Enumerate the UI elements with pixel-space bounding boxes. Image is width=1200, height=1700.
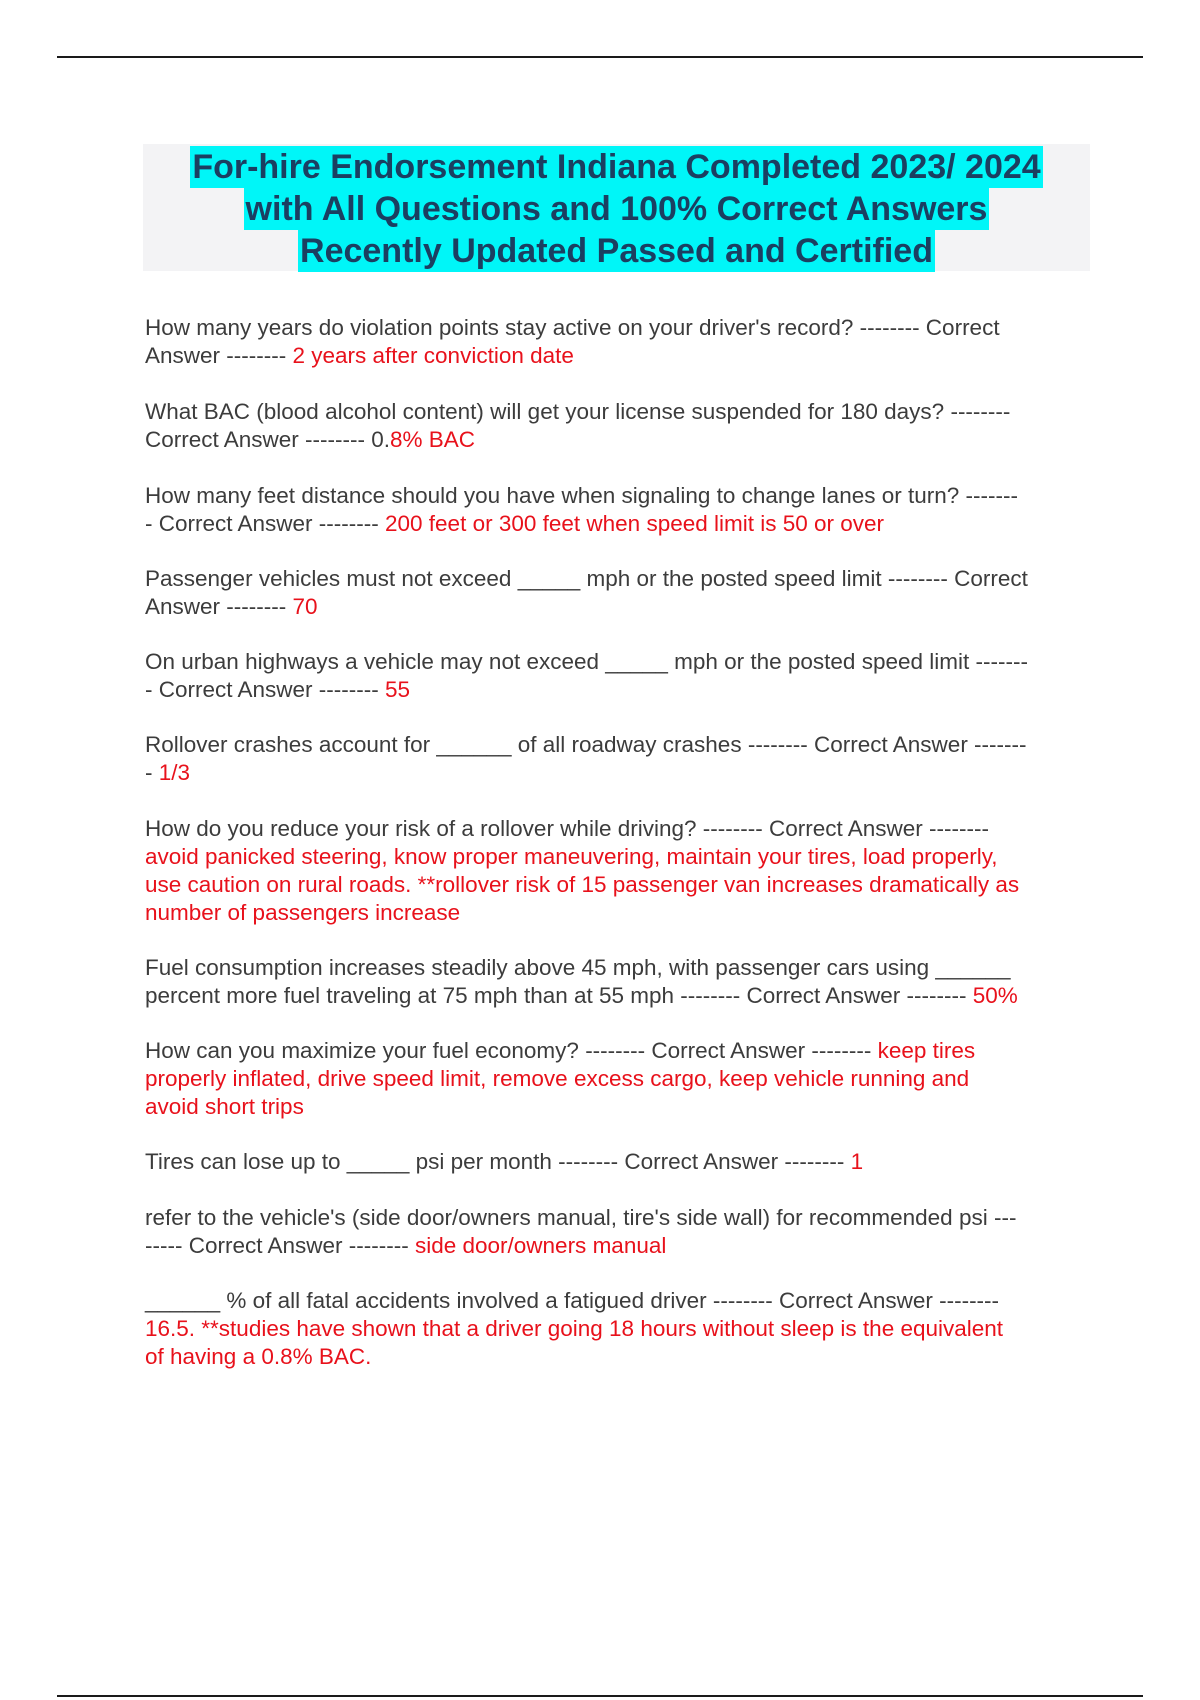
question-text: - Correct Answer -------- bbox=[145, 677, 385, 702]
question-text: ----- Correct Answer -------- bbox=[145, 1233, 415, 1258]
qa-item-passenger-speed bbox=[145, 565, 1090, 621]
title-line-3: Recently Updated Passed and Certified bbox=[300, 232, 933, 270]
bottom-rule bbox=[57, 1695, 1143, 1697]
question-text: ______ % of all fatal accidents involved a fatigued driver -------- Correct Answer -------- bbox=[145, 1288, 1000, 1313]
question-text: Tires can lose up to _____ psi per month -------- Correct Answer -------- bbox=[145, 1149, 851, 1174]
question-text: Answer -------- bbox=[145, 594, 293, 619]
question-text: Fuel consumption increases steadily above 45 mph, with passenger cars using ______ bbox=[145, 955, 1011, 980]
answer-text: 200 feet or 300 feet when speed limit is 50 or over bbox=[385, 511, 885, 536]
qa-item-rollover-share bbox=[145, 731, 1090, 787]
question-text: Rollover crashes account for ______ of all roadway crashes -------- Correct Answer ------- bbox=[145, 732, 1027, 757]
question-text: How can you maximize your fuel economy? -------- Correct Answer -------- bbox=[145, 1038, 878, 1063]
qa-item-bac-suspension bbox=[145, 398, 1090, 454]
answer-text: 1/3 bbox=[158, 760, 191, 785]
answer-text: keep tires bbox=[877, 1038, 976, 1063]
answer-text: 8% BAC bbox=[390, 427, 476, 452]
answer-text: 16.5. **studies have shown that a driver going 18 hours without sleep is the equivalent bbox=[145, 1316, 1004, 1341]
answer-text: 2 years after conviction date bbox=[292, 343, 574, 368]
qa-item-fatigued-driver bbox=[145, 1287, 1090, 1371]
answer-text: properly inflated, drive speed limit, remove excess cargo, keep vehicle running and bbox=[145, 1066, 970, 1091]
question-text: How many feet distance should you have when signaling to change lanes or turn? ------- bbox=[145, 483, 1018, 508]
answer-text: 1 bbox=[850, 1149, 864, 1174]
question-text: Correct Answer -------- 0. bbox=[145, 427, 391, 452]
question-text: - bbox=[145, 760, 159, 785]
title-line-2: with All Questions and 100% Correct Answers bbox=[245, 190, 988, 228]
qa-item-recommended-psi bbox=[145, 1204, 1090, 1260]
answer-text: avoid short trips bbox=[145, 1094, 304, 1119]
question-text: What BAC (blood alcohol content) will get your license suspended for 180 days? -------- bbox=[145, 399, 1011, 424]
question-text: - Correct Answer -------- bbox=[145, 511, 385, 536]
document-title bbox=[143, 144, 1090, 271]
title-line-1: For-hire Endorsement Indiana Completed 2023/ 2024 bbox=[192, 148, 1041, 186]
answer-text: of having a 0.8% BAC. bbox=[145, 1344, 372, 1369]
qa-item-fuel-economy bbox=[145, 1037, 1090, 1121]
qa-item-rollover-risk bbox=[145, 815, 1090, 927]
question-text: How do you reduce your risk of a rollover while driving? -------- Correct Answer -------- bbox=[145, 816, 989, 841]
qa-item-violation-points bbox=[145, 314, 1090, 370]
question-text: On urban highways a vehicle may not exceed _____ mph or the posted speed limit ------- bbox=[145, 649, 1028, 674]
answer-text: 70 bbox=[292, 594, 318, 619]
question-text: percent more fuel traveling at 75 mph than at 55 mph -------- Correct Answer -------- bbox=[145, 983, 973, 1008]
question-text: Passenger vehicles must not exceed _____ mph or the posted speed limit -------- Correct bbox=[145, 566, 1028, 591]
top-rule bbox=[57, 56, 1143, 58]
answer-text: number of passengers increase bbox=[145, 900, 461, 925]
qa-item-urban-speed bbox=[145, 648, 1090, 704]
qa-item-fuel-consumption bbox=[145, 954, 1090, 1010]
question-text: refer to the vehicle's (side door/owners manual, tire's side wall) for recommended psi --- bbox=[145, 1205, 1017, 1230]
answer-text: 55 bbox=[385, 677, 411, 702]
question-text: How many years do violation points stay active on your driver's record? -------- Correct bbox=[145, 315, 1000, 340]
answer-text: use caution on rural roads. **rollover risk of 15 passenger van increases dramatically as bbox=[145, 872, 1020, 897]
answer-text: side door/owners manual bbox=[414, 1233, 667, 1258]
qa-item-tire-psi-loss bbox=[145, 1148, 1090, 1176]
question-text: Answer -------- bbox=[145, 343, 293, 368]
qa-item-signal-distance bbox=[145, 482, 1090, 538]
answer-text: avoid panicked steering, know proper maneuvering, maintain your tires, load properly, bbox=[145, 844, 998, 869]
answer-text: 50% bbox=[972, 983, 1018, 1008]
